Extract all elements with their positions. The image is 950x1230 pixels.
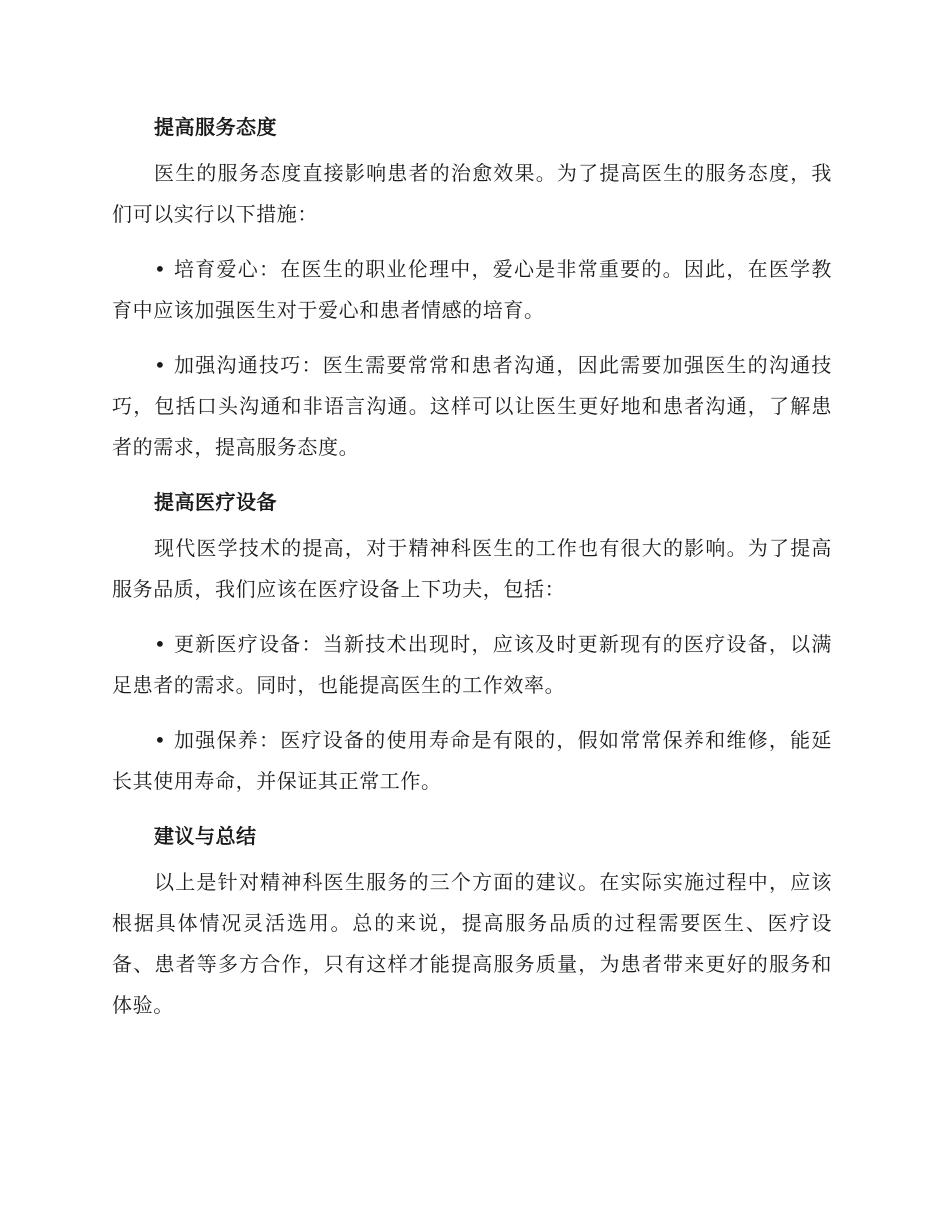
paragraph: 以上是针对精神科医生服务的三个方面的建议。在实际实施过程中，应该根据具体情况灵活选用。总的来说，提高服务品质的过程需要医生、医疗设备、患者等多方合作，只有这样才能提高服务质量，为患者带来更好的服务和体验。 <box>112 870 832 1017</box>
bullet-paragraph: • 加强保养：医疗设备的使用寿命是有限的，假如常常保养和维修，能延长其使用寿命，并保证其正常工作。 <box>112 728 832 793</box>
section-service-attitude <box>112 107 832 468</box>
bullet-paragraph: • 加强沟通技巧：医生需要常常和患者沟通，因此需要加强医生的沟通技巧，包括口头沟通和非语言沟通。这样可以让医生更好地和患者沟通，了解患者的需求，提高服务态度。 <box>112 353 832 459</box>
section-heading: 建议与总结 <box>154 824 257 848</box>
paragraph: 医生的服务态度直接影响患者的治愈效果。为了提高医生的服务态度，我们可以实行以下措施： <box>112 161 832 226</box>
bullet-paragraph: • 培育爱心：在医生的职业伦理中，爱心是非常重要的。因此，在医学教育中应该加强医生对于爱心和患者情感的培育。 <box>112 257 832 322</box>
section-summary <box>112 816 832 1026</box>
paragraph: 现代医学技术的提高，对于精神科医生的工作也有很大的影响。为了提高服务品质，我们应该在医疗设备上下功夫，包括： <box>112 536 832 601</box>
section-heading: 提高医疗设备 <box>154 490 277 514</box>
bullet-paragraph: • 更新医疗设备：当新技术出现时，应该及时更新现有的医疗设备，以满足患者的需求。同时，也能提高医生的工作效率。 <box>112 632 832 697</box>
section-medical-equipment <box>112 482 832 802</box>
document-page <box>112 107 832 1040</box>
section-heading: 提高服务态度 <box>154 115 277 139</box>
